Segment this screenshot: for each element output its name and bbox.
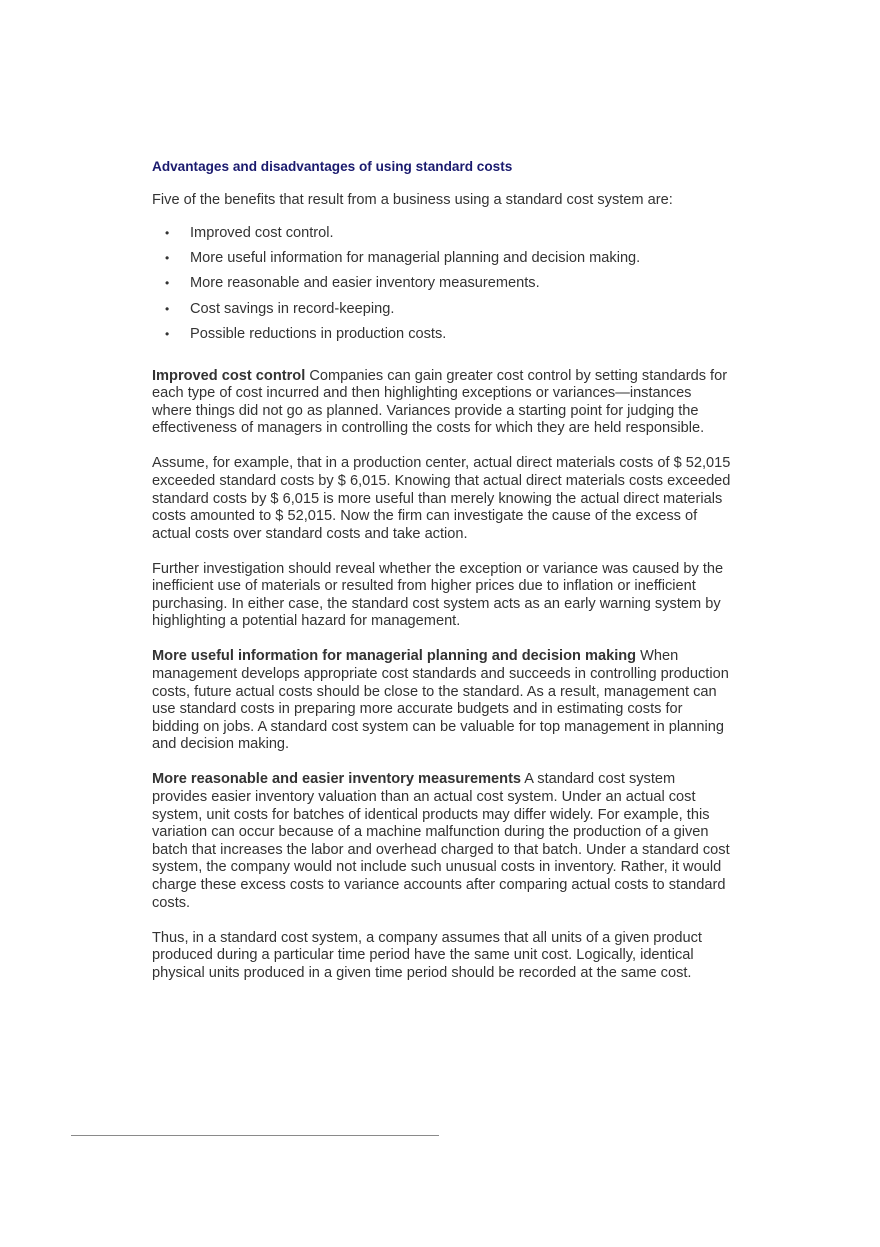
bullet-icon: • — [165, 301, 170, 316]
paragraph-lead: More useful information for managerial planning and decision making — [152, 648, 637, 665]
list-item — [152, 326, 732, 351]
list-item — [152, 301, 732, 326]
paragraph-text: Companies can gain greater cost control by setting standards for each type of cost incurred and then highlighting exceptions or variances—instances where things did not go as planned. Variances provide a starting point for judging the effectiveness of managers in controlling the costs for which they are held responsible. — [152, 367, 728, 437]
list-item — [152, 275, 732, 300]
intro-paragraph: Five of the benefits that result from a business using a standard cost system are: — [152, 192, 673, 208]
bullet-icon: • — [165, 327, 170, 342]
list-item-text: More useful information for managerial planning and decision making. — [190, 249, 641, 266]
paragraph-lead: More reasonable and easier inventory measurements — [152, 771, 522, 788]
list-item — [152, 225, 732, 250]
paragraph-cost-control — [152, 368, 732, 438]
paragraph-text: Thus, in a standard cost system, a company assumes that all units of a given product produced during a particular time period have the same unit cost. Logically, identical physical units produced in a given time period should be recorded at the same cost. — [152, 929, 702, 981]
bullet-icon: • — [165, 225, 170, 240]
paragraph-inventory — [152, 771, 732, 912]
list-item-text: Possible reductions in production costs. — [190, 326, 447, 343]
list-item-text: Cost savings in record-keeping. — [190, 300, 395, 317]
benefits-list — [152, 225, 732, 352]
list-item — [152, 250, 732, 275]
paragraph-text: A standard cost system provides easier inventory valuation than an actual cost system. Under an actual cost system, unit costs for batches of identical products may differ widely. For example, this variation can occur because of a machine malfunction during the production of a given batch that increases the labor and overhead charged to that batch. Under a standard cost system, the company would not include such unusual costs in inventory. Rather, it would charge these excess costs to variance accounts after comparing actual costs to standard costs. — [152, 771, 730, 911]
paragraph-unit-cost — [152, 930, 732, 983]
paragraph-text: When management develops appropriate cost standards and succeeds in controlling production costs, future actual costs should be close to the standard. As a result, management can use standard costs in preparing more accurate budgets and in estimating costs for bidding on jobs. A standard cost system can be valuable for top management in planning and decision making. — [152, 648, 729, 753]
paragraph-text: Further investigation should reveal whether the exception or variance was caused by the inefficient use of materials or resulted from higher prices due to inflation or inefficient purchasing. In either case, the standard cost system acts as an early warning system by highlighting a potential hazard for management. — [152, 560, 724, 630]
list-item-text: Improved cost control. — [190, 224, 334, 241]
bullet-icon: • — [165, 276, 170, 291]
bullet-icon: • — [165, 250, 170, 265]
paragraph-planning — [152, 648, 732, 754]
paragraph-investigation — [152, 561, 732, 631]
list-item-text: More reasonable and easier inventory measurements. — [190, 275, 540, 292]
paragraph-example — [152, 455, 732, 543]
paragraph-lead: Improved cost control — [152, 367, 306, 384]
document-body — [152, 158, 732, 1000]
section-heading: Advantages and disadvantages of using standard costs — [152, 159, 513, 174]
footnote-separator — [71, 1135, 439, 1136]
paragraph-text: Assume, for example, that in a production center, actual direct materials costs of $ 52,015 exceeded standard costs by $ 6,015. Knowing that actual direct materials costs exceeded standard costs by $ 6,015 is more useful than merely knowing the actual direct materials costs amounted to $ 52,015. Now the firm can investigate the cause of the excess of actual costs over standard costs and take action. — [152, 455, 731, 542]
